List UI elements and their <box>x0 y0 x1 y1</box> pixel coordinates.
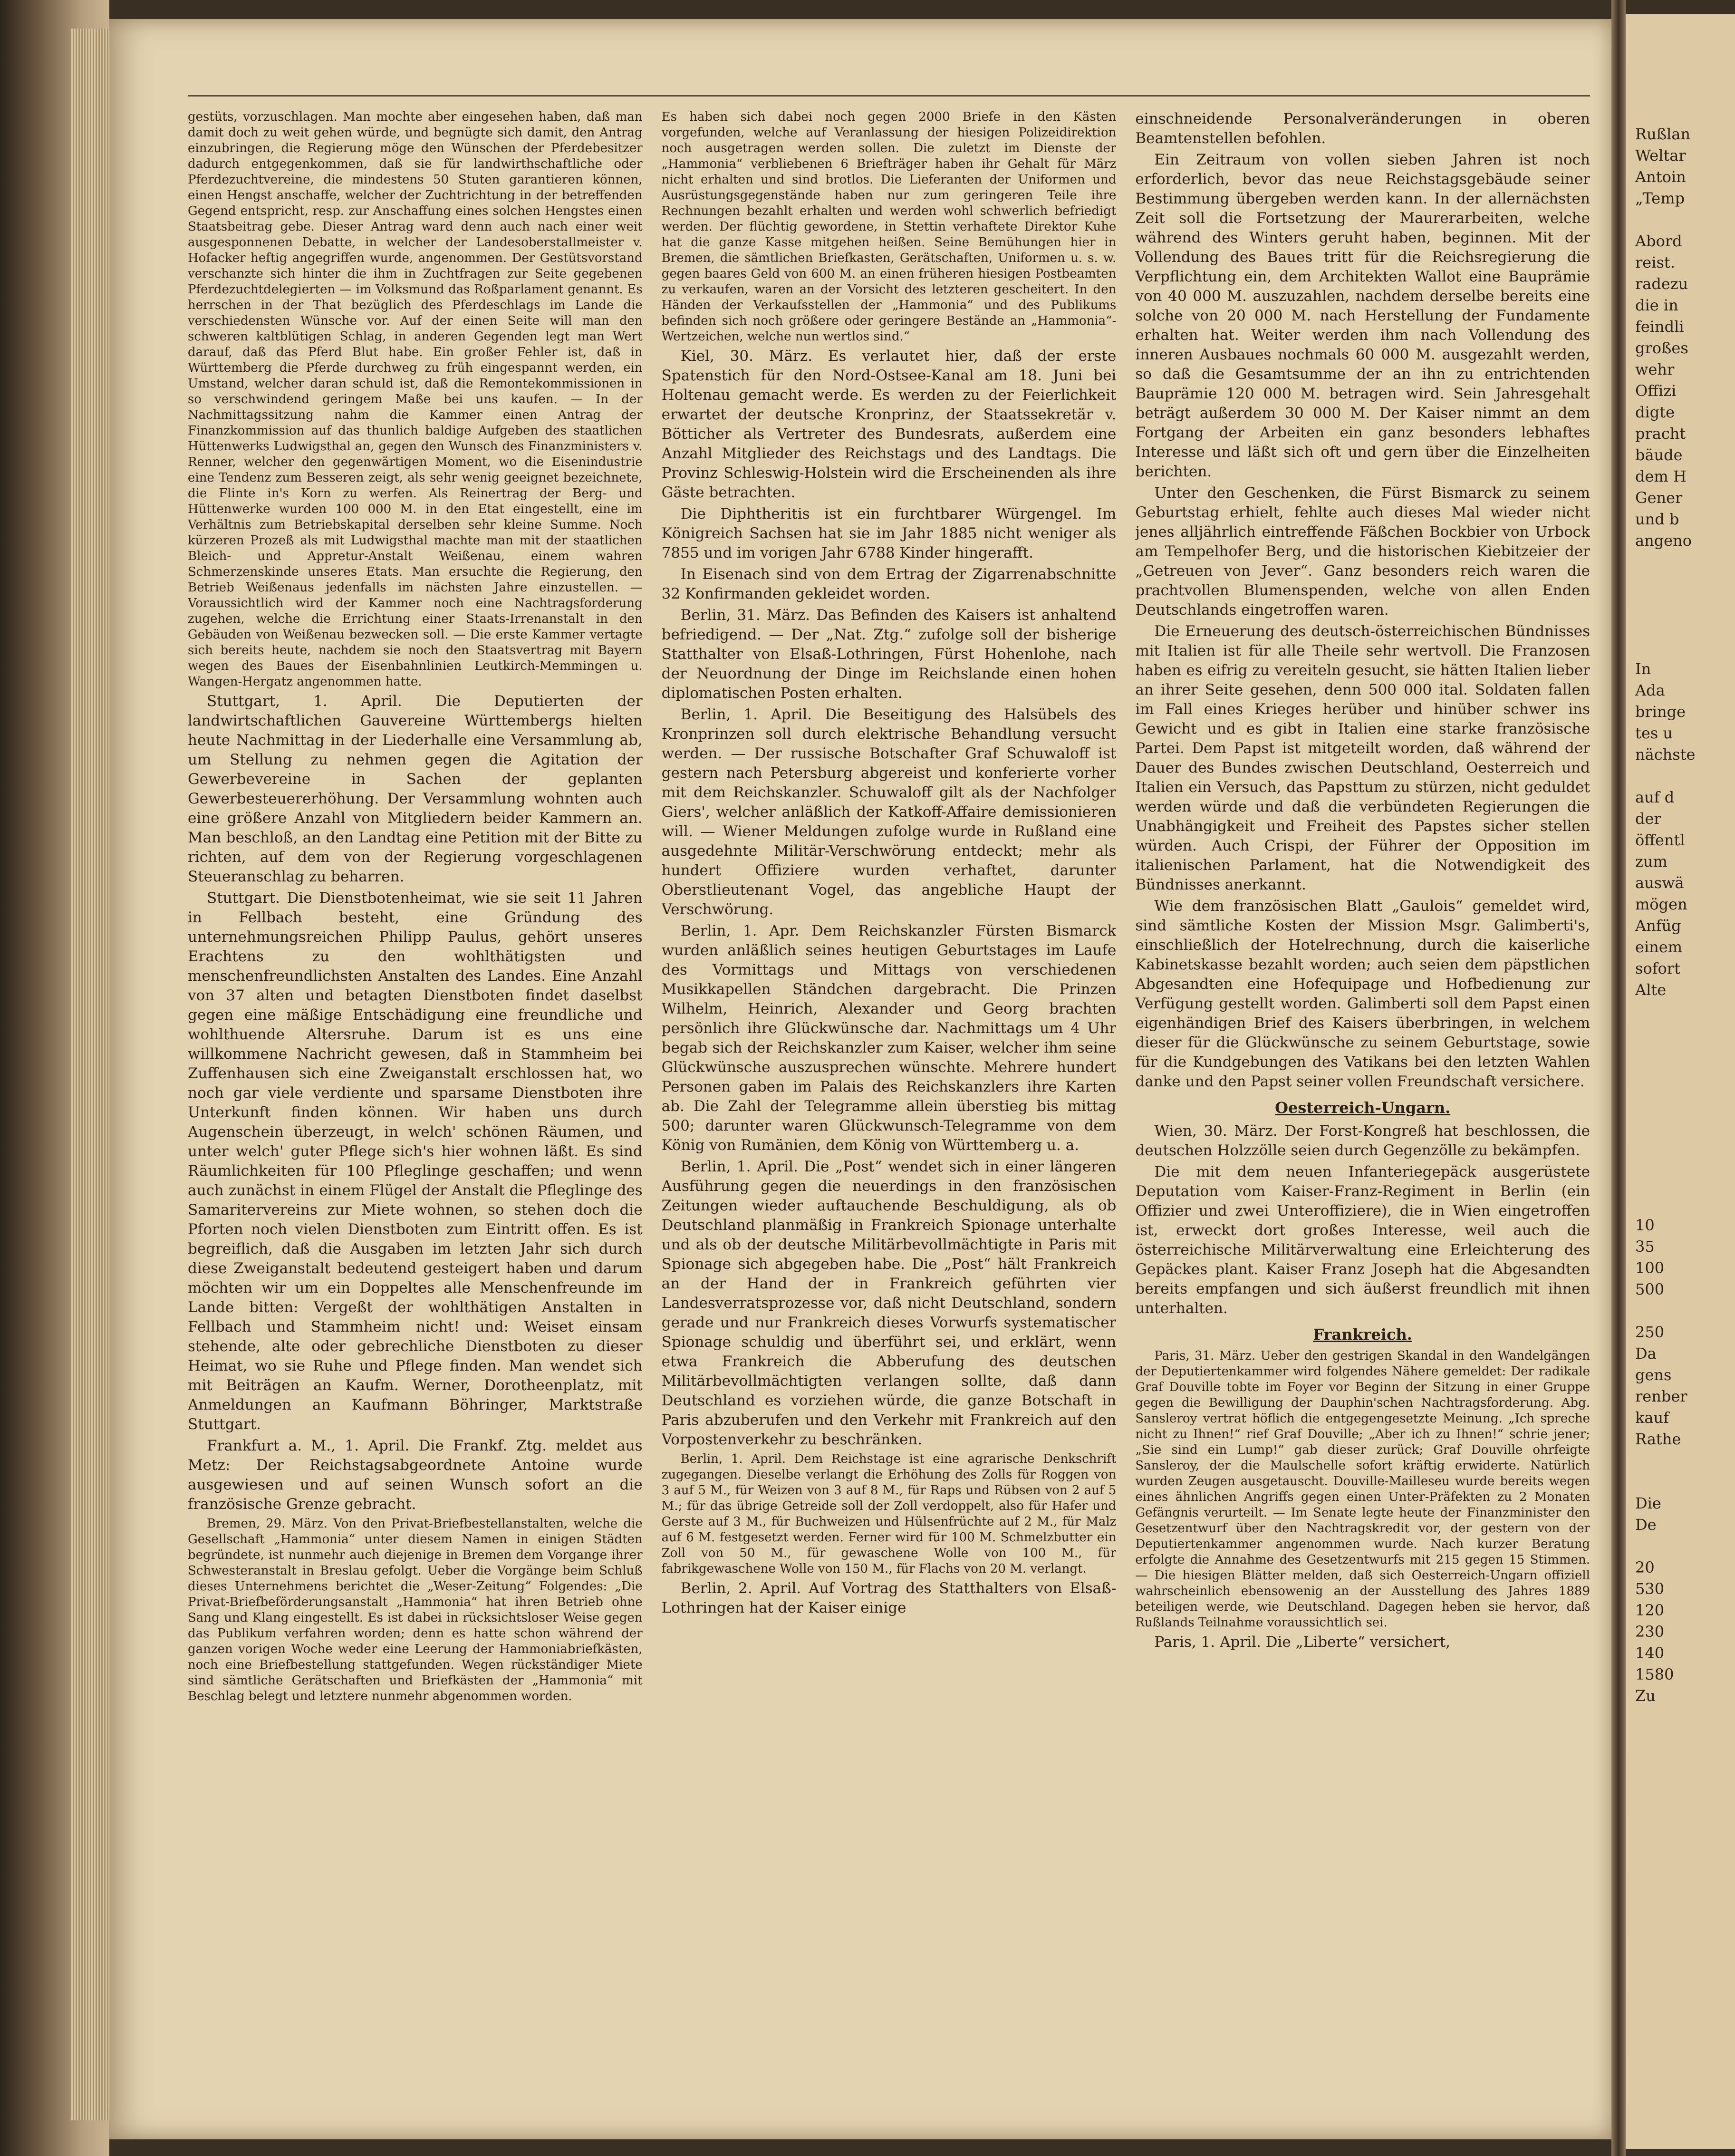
column-2 <box>662 109 1117 2078</box>
adjacent-text-fragment <box>1626 1001 1735 1022</box>
adjacent-text-fragment <box>1626 1044 1735 1065</box>
adjacent-text-fragment: Offizi <box>1635 382 1677 400</box>
adjacent-page <box>1626 14 1735 2149</box>
adjacent-text-fragment: 250 <box>1635 1323 1665 1341</box>
article-paragraph: einschneidende Personalveränderungen in oberen Beamtenstellen befohlen. <box>1135 110 1590 147</box>
adjacent-text-fragment: Da <box>1635 1344 1657 1363</box>
adjacent-text-fragment: auswä <box>1635 874 1684 892</box>
adjacent-text-fragment: 20 <box>1635 1558 1655 1576</box>
article-paragraph: Stuttgart. Die Dienstbotenheimat, wie sie seit 11 Jahren in Fellbach besteht, eine Gründung des unternehmungsreichen Philipp Paulus, gehört unseres Erachtens zu den wohlthätigsten und menschenfreundlichsten Anstalten des Landes. Eine Anzahl von 37 alten und betagten Dienstboten findet daselbst gegen eine mäßige Entschädigung eine freundliche und wohlthuende Altersruhe. Darum ist es uns eine willkommene Nachricht gewesen, daß in Stammheim bei Zuffenhausen sich eine Zweiganstalt erschlossen hat, wo noch gar viele verdiente und sparsame Dienstboten ihre Unterkunft finden können. Wir haben uns durch Augenschein überzeugt, in welch' schönen Räumen, und unter welch' guter Pflege sich's hier wohnen läßt. Es sind Räumlichkeiten für 100 Pfleglinge geschaffen; und wenn auch zunächst in einem Flügel der Anstalt die Pfleglinge des Samaritervereins zur Miete wohnen, so stehen doch die Pforten noch vielen Dienstboten zum Eintritt offen. Es ist begreiflich, daß die Ausgaben im letzten Jahr sich durch diese Zweiganstalt bedeutend gesteigert haben und darum möchten wir um ein Doppeltes alle Menschenfreunde im Lande bitten: Vergeßt der wohlthätigen Anstalten in Fellbach und Stammheim nicht! und: Weiset einsam stehende, alte oder gebrechliche Dienstboten zu dieser Heimat, wo sie Ruhe und Pflege finden. Man wendet sich mit Beiträgen an Kaufm. Werner, Dorotheenplatz, mit Anmeldungen an Kaufmann Böhringer, Marktstraße Stuttgart. <box>188 889 643 1433</box>
adjacent-text-fragment <box>1626 551 1735 573</box>
adjacent-text-fragment: Abord <box>1635 232 1682 250</box>
article-paragraph: Wie dem französischen Blatt „Gaulois“ gemeldet wird, sind sämtliche Kosten der Mission Msgr. Galimberti's, einschließlich der Hotelrechnung, durch die kaiserliche Kabinetskasse bezahlt worden; auch seien dem päpstlichen Abgesandten eine Hofequipage und Hofbedienung zur Verfügung gestellt worden. Galimberti soll dem Papst einen eigenhändigen Brief des Kaisers überbringen, in welchem dieser für die Glückwünsche zu seinem Geburtstage, sowie für die Kundgebungen des Vatikans bei den letzten Wahlen danke und den Papst seiner vollen Freundschaft versichere. <box>1135 898 1590 1090</box>
adjacent-text-fragment <box>1626 616 1735 637</box>
article-paragraph: Ein Zeitraum von vollen sieben Jahren ist noch erforderlich, bevor das neue Reichstagsgebäude seiner Bestimmung übergeben werden kann. In der allernächsten Zeit soll die Fortsetzung der Maurerarbeiten, welche während des Winters geruht haben, beginnen. Mit der Vollendung des Baues tritt für die Reichsregierung die Verpflichtung ein, dem Architekten Wallot eine Bauprämie von 40 000 M. auszuzahlen, nachdem derselbe bereits eine solche von 20 000 M. nach Herstellung der Fundamente erhalten hat. Weiter werden ihm nach Vollendung des inneren Ausbaues nochmals 60 000 M. ausgezahlt werden, so daß die Gesamtsumme der an ihn zu entrichtenden Bauprämie 120 000 M. betragen wird. Sein Jahresgehalt beträgt außerdem 30 000 M. Der Kaiser nimmt an dem Fortgang der Arbeiten ein ganz besonders lebhaftes Interesse und läßt sich oft und gern über die Einzelheiten berichten. <box>1135 151 1590 480</box>
adjacent-text-fragment: mögen <box>1635 895 1687 913</box>
adjacent-text-fragment: und b <box>1635 510 1679 528</box>
adjacent-page-text <box>1626 14 1735 1707</box>
adjacent-text-fragment: sofort <box>1635 959 1680 977</box>
adjacent-text-fragment <box>1626 209 1735 231</box>
article-paragraph: Berlin, 1. April. Die Beseitigung des Halsübels des Kronprinzen soll durch elektrische Behandlung versucht werden. — Der russische Botschafter Graf Schuwaloff ist gestern nach Petersburg abgereist und konferierte vorher mit dem Reichskanzler. Schuwaloff gilt als der Nachfolger Giers', welcher anläßlich der Katkoff-Affaire demissionieren will. — Wiener Meldungen zufolge wurde in Rußland eine ausgedehnte Militär-Verschwörung entdeckt; mehr als hundert Offiziere wurden verhaftet, darunter Oberstlieutenant Vogel, das angebliche Haupt der Verschwörung. <box>661 706 1117 918</box>
adjacent-text-fragment <box>1626 1151 1735 1172</box>
adjacent-text-fragment: De <box>1635 1516 1657 1534</box>
adjacent-text-fragment <box>1626 1108 1735 1129</box>
adjacent-text-fragment <box>1626 1129 1735 1151</box>
adjacent-text-fragment: öffentl <box>1635 831 1685 849</box>
adjacent-text-fragment: angeno <box>1635 532 1692 550</box>
article-paragraph: Paris, 1. April. Die „Liberte“ versichert, <box>1154 1634 1451 1651</box>
adjacent-text-fragment: In <box>1635 660 1651 678</box>
article-paragraph: Berlin, 1. April. Die „Post“ wendet sich in einer längeren Ausführung gegen die neuerdings in den französischen Zeitungen wieder auftauchende Beschuldigung, als ob Deutschland planmäßig in Frankreich Spionage unterhalte und als ob der deutsche Militärbevollmächtigte in Paris mit Spionage sich abgegeben habe. Die „Post“ hält Frankreich an der Hand der in Frankreich geführten vier Landesverratsprozesse vor, daß nicht Deutschland, sondern gerade und nur Frankreich dieses Vorwurfs systematischer Spionage schuldig und überführt sei, und erklärt, wenn etwa Frankreich die Abberufung des deutschen Militärbevollmächtigten verlangen sollte, daß dann Deutschland es vorziehen würde, die ganze Botschaft in Paris abzuberufen und den Verkehr mit Frankreich auf den Vorpostenverkehr zu beschränken. <box>661 1158 1117 1448</box>
adjacent-text-fragment <box>1626 765 1735 787</box>
article-paragraph: Stuttgart, 1. April. Die Deputierten der landwirtschaftlichen Gauvereine Württembergs hielten heute Nachmittag in der Liederhalle eine Versammlung ab, um Stellung zu nehmen gegen die Agitation der Gewerbevereine in Sachen der geplanten Gewerbesteuererhöhung. Der Versammlung wohnten auch eine größere Anzahl von Mitgliedern beider Kammern an. Man beschloß, an den Landtag eine Petition mit der Bitte zu richten, auf dem von der Regierung vorgeschlagenen Steueranschlag zu beharren. <box>188 693 643 885</box>
article-paragraph: Es haben sich dabei noch gegen 2000 Briefe in den Kästen vorgefunden, welche auf Veranlassung der hiesigen Polizeidirektion noch ausgetragen werden sollen. Die zuletzt im Dienste der „Hammonia“ verbliebenen 6 Briefträger haben ihr Gehalt für März nicht erhalten und sind brotlos. Die Lieferanten der Uniformen und Ausrüstungsgegenstände haben nur zum geringeren Teile ihre Rechnungen bezahlt erhalten und werden wohl schwerlich befriedigt werden. Der flüchtig gewordene, in Stettin verhaftete Direktor Kuhe hat die ganze Kasse mitgehen heißen. Seine Bemühungen hier in Bremen, die sämtlichen Briefkasten, Gerätschaften, Uniformen u. s. w. gegen baares Geld von 600 M. an einen früheren hiesigen Postbeamten zu verkaufen, waren an der Vorsicht des letzteren gescheitert. In den Händen der Verkaufsstellen der „Hammonia“ und des Publikums befinden sich noch größere oder geringere Bestände an „Hammonia“-Wertzeichen, welche nun wertlos sind.“ <box>661 110 1117 344</box>
adjacent-text-fragment: Gener <box>1635 489 1683 507</box>
article-paragraph: Berlin, 1. Apr. Dem Reichskanzler Fürsten Bismarck wurden anläßlich seines heutigen Geburtstages im Laufe des Vormittags und Mittags von verschiedenen Musikkapellen Ständchen dargebracht. Die Prinzen Wilhelm, Heinrich, Alexander und Georg brachten persönlich ihre Glückwünsche dar. Nachmittags um 4 Uhr begab sich der Reichskanzler zum Kaiser, welcher ihm seine Glückwünsche auszusprechen wünschte. Mehrere hundert Personen gaben im Palais des Reichskanzlers ihre Karten ab. Die Zahl der Telegramme allein überstieg bis mittag 500; darunter waren Glückwunsch-Telegramme von dem König von Rumänien, dem König von Württemberg u. a. <box>661 922 1117 1154</box>
adjacent-text-fragment <box>1626 1065 1735 1086</box>
adjacent-text-fragment: Anfüg <box>1635 917 1681 935</box>
article-paragraph: In Eisenach sind von dem Ertrag der Zigarrenabschnitte 32 Konfirmanden gekleidet worden. <box>661 566 1117 602</box>
adjacent-text-fragment: reist. <box>1635 253 1675 271</box>
article-paragraph: Wien, 30. März. Der Forst-Kongreß hat beschlossen, die deutschen Holzzölle seien durch Gegenzölle zu bekämpfen. <box>1135 1122 1590 1159</box>
adjacent-text-fragment <box>1626 594 1735 616</box>
article-paragraph: Bremen, 29. März. Von den Privat-Briefbestellanstalten, welche die Gesellschaft „Hammonia“ unter diesem Namen in einigen Städten begründete, ist nunmehr auch diejenige in Bremen dem Vorgange ihrer Schwesteranstalt in Breslau gefolgt. Ueber die Vorgänge beim Schluß dieses Unternehmens berichtet die „Weser-Zeitung“ Folgendes: „Die Privat-Briefbeförderungsanstalt „Hammonia“ hat ihren Betrieb ohne Sang und Klang eingestellt. Es ist dabei in rücksichtsloser Weise gegen das Publikum verfahren worden; denn es hatte schon während der ganzen vorigen Woche weder eine Leerung der Hammoniabriefkästen, noch eine Briefbestellung stattgefunden. Wegen rückständiger Miete sind sämtliche Gerätschaften und Briefkästen der „Hammonia“ mit Beschlag belegt und letztere nunmehr abgenommen worden. <box>188 1517 643 1703</box>
adjacent-text-fragment: 230 <box>1635 1623 1665 1641</box>
adjacent-text-fragment: 500 <box>1635 1280 1665 1298</box>
adjacent-text-fragment: radezu <box>1635 275 1688 293</box>
adjacent-text-fragment: „Temp <box>1635 189 1685 207</box>
adjacent-text-fragment <box>1626 1022 1735 1044</box>
adjacent-text-fragment: gens <box>1635 1366 1672 1384</box>
column-3 <box>1135 109 1590 2078</box>
adjacent-text-fragment: die in <box>1635 296 1678 314</box>
adjacent-text-fragment: Alte <box>1635 981 1667 999</box>
adjacent-text-fragment: wehr <box>1635 360 1675 378</box>
article-paragraph: Berlin, 2. April. Auf Vortrag des Statthalters von Elsaß-Lothringen hat der Kaiser einige <box>661 1580 1117 1616</box>
section-heading: Frankreich. <box>1313 1325 1412 1344</box>
page-edges <box>71 29 114 2120</box>
article-paragraph: Die Erneuerung des deutsch-österreichischen Bündnisses mit Italien ist für alle Theile sehr wertvoll. Die Franzosen haben es eifrig zu vereiteln gesucht, sie hätten Italien lieber an ihrer Seite gesehen, denn 500 000 ital. Soldaten fallen im Fall eines Krieges herüber und hinüber schwer ins Gewicht und es gibt in Italien eine starke französische Partei. Dem Papst ist mitgeteilt worden, daß während der Dauer des Bundes zwischen Deutschland, Oesterreich und Italien ein Versuch, das Papsttum zu stürzen, nicht geduldet werden würde und daß die verbündeten Regierungen die Unabhängigkeit und Freiheit des Papstes sicher stellen würden. Auch Crispi, der Führer der Opposition im italienischen Parlament, hat die Notwendigkeit des Bündnisses anerkannt. <box>1135 623 1590 893</box>
adjacent-text-fragment: pracht <box>1635 425 1686 443</box>
adjacent-text-fragment: feindli <box>1635 318 1684 336</box>
article-columns <box>188 109 1590 2078</box>
article-paragraph: Unter den Geschenken, die Fürst Bismarck zu seinem Geburtstag erhielt, fehlte auch dieses Mal wieder nicht jenes alljährlich eintreffende Fäßchen Bockbier von Urbock am Tempelhofer Berg, und die historischen Kiebitzeier der „Getreuen von Jever“. Ganz besonders reich waren die prachtvollen Blumenspenden, welche von allen Enden Deutschlands eingetroffen waren. <box>1135 484 1590 619</box>
adjacent-text-fragment: 140 <box>1635 1644 1665 1662</box>
adjacent-text-fragment <box>1626 637 1735 658</box>
adjacent-text-fragment <box>1626 1172 1735 1193</box>
page-gutter <box>1611 0 1626 2156</box>
adjacent-text-fragment <box>1626 1193 1735 1215</box>
adjacent-text-fragment: Rußlan <box>1635 125 1690 143</box>
adjacent-text-fragment: Ada <box>1635 681 1665 699</box>
adjacent-text-fragment: digte <box>1635 403 1675 421</box>
article-paragraph: Frankfurt a. M., 1. April. Die Frankf. Ztg. meldet aus Metz: Der Reichstagsabgeordnete Antoine wurde ausgewiesen und auf seinen Wunsch sofort an die französische Grenze gebracht. <box>188 1437 643 1513</box>
adjacent-text-fragment: 100 <box>1635 1259 1665 1277</box>
adjacent-text-fragment: der <box>1635 810 1661 828</box>
adjacent-text-fragment: renber <box>1635 1387 1687 1405</box>
header-rule <box>188 95 1590 97</box>
adjacent-text-fragment <box>1626 573 1735 594</box>
adjacent-text-fragment: Die <box>1635 1494 1661 1512</box>
article-paragraph: Paris, 31. März. Ueber den gestrigen Skandal in den Wandelgängen der Deputiertenkammer wird folgendes Nähere gemeldet: Der radikale Graf Douville tobte im Foyer vor Beginn der Sitzung in einer Gruppe gegen die Bewilligung der Dauphin'schen Nachtragsforderung. Abg. Sansleroy vertrat höflich die entgegengesetzte Meinung. „Ich spreche nicht zu Ihnen!“ rief Graf Douville; „Aber ich zu Ihnen!“ schrie jener; „Sie sind ein Lump!“ gab dieser zurück; Graf Douville ohrfeigte Sansleroy, der die Maulschelle sofort kräftig erwiderte. Natürlich wurden Zeugen ausgetauscht. Douville-Mailleseu wurde bereits wegen eines ähnlichen Angriffs gegen einen Unter-Präfekten zu 2 Monaten Gefängnis verurteilt. — Im Senate legte heute der Finanzminister den Gesetzentwurf über den Nachtragskredit vor, der gestern von der Deputiertenkammer angenommen wurde. Nach kurzer Beratung erfolgte die Annahme des Gesetzentwurfs mit 215 gegen 15 Stimmen. — Die hiesigen Blätter melden, daß sich Oesterreich-Ungarn offiziell wahrscheinlich ebensowenig an der Ausstellung des Jahres 1889 beteiligen werde, wie Deutschland. Dagegen heben sie hervor, daß Rußlands Teilnahme voraussichtlich sei. <box>1135 1349 1590 1630</box>
column-1 <box>188 109 643 2078</box>
adjacent-text-fragment: bäude <box>1635 446 1683 464</box>
section-heading: Oesterreich-Ungarn. <box>1275 1099 1451 1117</box>
adjacent-text-fragment: Antoin <box>1635 168 1686 186</box>
adjacent-text-fragment: 10 <box>1635 1216 1655 1234</box>
adjacent-text-fragment: 35 <box>1635 1238 1655 1256</box>
adjacent-text-fragment: nächste <box>1635 745 1696 764</box>
adjacent-text-fragment: dem H <box>1635 467 1687 485</box>
adjacent-text-fragment: Weltar <box>1635 146 1686 164</box>
adjacent-text-fragment: bringe <box>1635 703 1686 721</box>
adjacent-text-fragment <box>1626 1086 1735 1108</box>
adjacent-text-fragment: kauf <box>1635 1409 1669 1427</box>
adjacent-text-fragment: tes u <box>1635 724 1673 742</box>
adjacent-text-fragment <box>1626 1300 1735 1322</box>
adjacent-text-fragment: zum <box>1635 852 1668 870</box>
adjacent-text-fragment: Rathe <box>1635 1430 1681 1448</box>
adjacent-text-fragment: 530 <box>1635 1580 1665 1598</box>
adjacent-text-fragment <box>1626 1450 1735 1471</box>
article-paragraph: Berlin, 1. April. Dem Reichstage ist eine agrarische Denkschrift zugegangen. Dieselbe verlangt die Erhöhung des Zolls für Roggen von 3 auf 5 M., für Weizen von 3 auf 8 M., für Raps und Rübsen von 2 auf 5 M.; für das übrige Getreide soll der Zoll verdoppelt, also für Hafer und Gerste auf 3 M., für Buchweizen und Hülsenfrüchte auf 2 M., für Malz auf 6 M. festgesetzt werden. Ferner wird für 100 M. Schmelzbutter ein Zoll von 50 M., für gewaschene Wolle von 100 M., für fabrikgewaschene Wolle von 150 M., für Flachs von 20 M. verlangt. <box>661 1452 1117 1576</box>
adjacent-text-fragment <box>1626 1471 1735 1493</box>
adjacent-text-fragment <box>1626 1536 1735 1557</box>
article-paragraph: Die mit dem neuen Infanteriegepäck ausgerüstete Deputation vom Kaiser-Franz-Regiment in Berlin (ein Offizier und zwei Unteroffiziere), die in Wien eingetroffen ist, erweckt dort großes Interesse, weil auch die österreichische Militärverwaltung eine Erleichterung des Gepäckes plant. Kaiser Franz Joseph hat die Abgesandten bereits empfangen und sich äußerst freundlich mit ihnen unterhalten. <box>1135 1163 1590 1317</box>
adjacent-text-fragment: 120 <box>1635 1601 1665 1619</box>
adjacent-text-fragment: auf d <box>1635 788 1675 806</box>
adjacent-text-fragment: Zu <box>1635 1687 1656 1705</box>
article-paragraph: Berlin, 31. März. Das Befinden des Kaisers ist anhaltend befriedigend. — Der „Nat. Ztg.“ zufolge soll der bisherige Statthalter von Elsaß-Lothringen, Fürst Hohenlohe, nach der Neuordnung der Dinge im Reichslande einen hohen diplomatischen Posten erhalten. <box>661 607 1117 702</box>
article-paragraph: Kiel, 30. März. Es verlautet hier, daß der erste Spatenstich für den Nord-Ostsee-Kanal am 18. Juni bei Holtenau gemacht werde. Es werden zu der Feierlichkeit erwartet der deutsche Kronprinz, der Staatssekretär v. Bötticher als Vertreter des Bundesrats, außerdem eine Anzahl Mitglieder des Reichstags und des Landtags. Die Provinz Schleswig-Holstein wird die Erscheinenden als ihre Gäste betrachten. <box>661 348 1117 501</box>
adjacent-text-fragment: einem <box>1635 938 1683 956</box>
article-paragraph: gestüts, vorzuschlagen. Man mochte aber eingesehen haben, daß man damit doch zu weit gehen würde, und begnügte sich damit, den Antrag einzubringen, die Regierung möge den Wünschen der Pferdebesitzer dadurch entgegenkommen, daß sie für landwirthschaftliche oder Pferdezuchtvereine, die mindestens 50 Stuten garantieren können, einen Hengst anschaffe, welcher der Zuchtrichtung in der betreffenden Gegend entspricht, resp. zur Anschaffung eines solchen Hengstes einen Staatsbeitrag gebe. Dieser Antrag ward denn auch nach einer weit ausgesponnenen Debatte, in welcher der Landesoberstallmeister v. Hofacker heftig angegriffen wurde, angenommen. Der Gestütsvorstand verschanzte sich hinter die ihm in Zuchtfragen zur Seite gegebenen Pferdezuchtdelegierten — im Volksmund das Roßparlament genannt. Es herrschen in der That bezüglich des Pferdeschlags im Lande die verschiedensten Wünsche vor. Auf der einen Seite will man den schweren kaltblütigen Schlag, in anderen Gegenden legt man Wert darauf, daß das Pferd Blut habe. Ein großer Fehler ist, daß in Württemberg die Pferde durchweg zu früh eingespannt werden, ein Umstand, welcher daran schuld ist, daß die Remontekommissionen in so verschwindend geringem Maße bei uns kaufen. — In der Nachmittagssitzung nahm die Kammer einen Antrag der Finanzkommission auf das thunlich baldige Aufgeben des staatlichen Hüttenwerks Ludwigsthal an, gegen den Wunsch des Finanzministers v. Renner, welcher den gegenwärtigen Moment, wo die Eisenindustrie eine Tendenz zum Besseren zeigt, als sehr wenig geeignet bezeichnete, die Flinte in's Korn zu werfen. Als Reinertrag der Berg- und Hüttenwerke wurden 100 000 M. in den Etat eingestellt, eine im Verhältnis zum Betriebskapital derselben sehr kleine Summe. Noch kürzeren Prozeß als mit Ludwigsthal machte man mit der staatlichen Bleich- und Appretur-Anstalt Weißenau, einem wahren Schmerzenskinde unseres Etats. Man ersuchte die Regierung, den Betrieb Weißenaus jedenfalls im nächsten Jahre einzustellen. — Voraussichtlich wird der Kammer noch eine Nachtragsforderung zugehen, welche die Errichtung einer Staats-Irrenanstalt in den Gebäuden von Weißenau bezwecken soll. — Die erste Kammer vertagte sich bereits heute, nachdem sie noch den Staatsvertrag mit Bayern wegen des Baues der Eisenbahnlinien Leutkirch-Memmingen u. Wangen-Hergatz angenommen hatte. <box>188 110 643 689</box>
adjacent-text-fragment: 1580 <box>1635 1665 1674 1683</box>
adjacent-text-fragment: großes <box>1635 339 1688 357</box>
article-paragraph: Die Diphtheritis ist ein furchtbarer Würgengel. Im Königreich Sachsen hat sie im Jahr 1885 nicht weniger als 7855 und im vorigen Jahr 6788 Kinder hingerafft. <box>661 505 1117 561</box>
